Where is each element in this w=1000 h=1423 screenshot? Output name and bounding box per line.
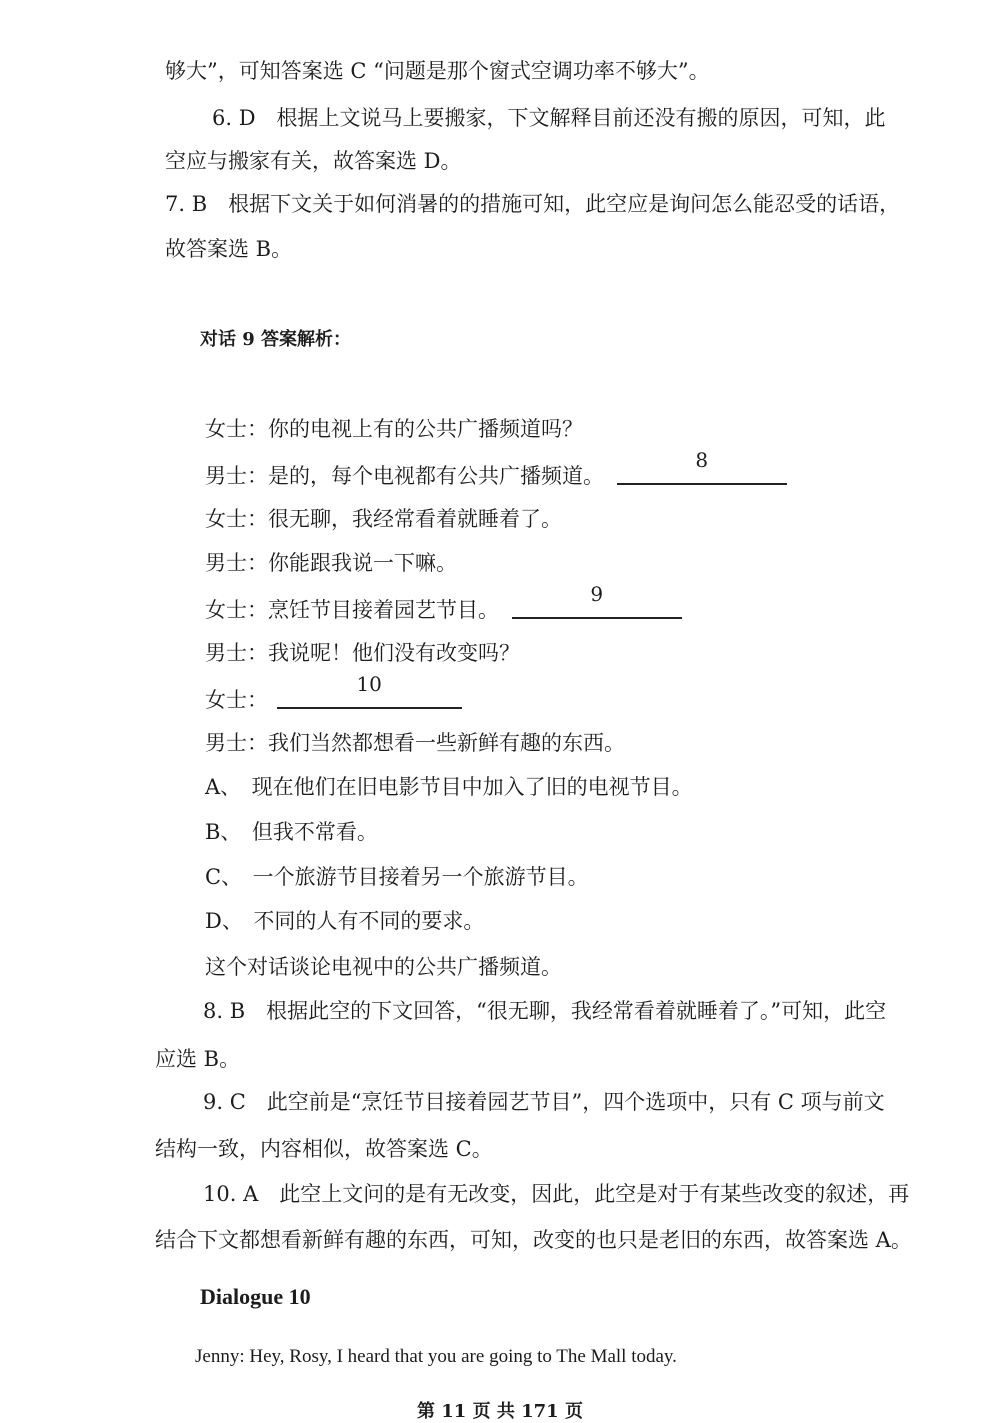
dialogue-10-title: Dialogue 10 [200, 1284, 311, 1309]
option-c: C、 一个旅游节目接着另一个旅游节目。 [205, 865, 589, 889]
answer-blank-9 [512, 582, 682, 617]
dialogue-text: 男士：我们当然都想看一些新鲜有趣的东西。 [205, 731, 625, 755]
option-a: A、 现在他们在旧电影节目中加入了旧的电视节目。 [205, 775, 693, 799]
answer-blank-8 [617, 448, 787, 483]
dialogue-text: 男士：我说呢！他们没有改变吗？ [205, 641, 520, 665]
dialogue-line [205, 548, 457, 578]
answer-10-line-1: 10. A 此空上文问的是有无改变，因此，此空是对于有某些改变的叙述，再 [203, 1182, 910, 1206]
blank-number: 9 [590, 582, 604, 606]
answer-10-line-2: 结合下文都想看新鲜有趣的东西，可知，改变的也只是老旧的东西，故答案选 A。 [155, 1228, 912, 1252]
answer-7-line-1: 7. B 根据下文关于如何消暑的的措施可知，此空应是询问怎么能忍受的话语， [165, 192, 901, 216]
section-heading: 对话 9 答案解析： [200, 329, 352, 350]
dialogue-line [205, 672, 462, 715]
dialogue-text: 男士：是的，每个电视都有公共广播频道。 [205, 464, 604, 488]
answer-6-line-2: 空应与搬家有关，故答案选 D。 [165, 149, 462, 173]
blank-number: 8 [695, 448, 709, 472]
dialogue-text: 女士：你的电视上有的公共广播频道吗？ [205, 417, 583, 441]
answer-8-line-1: 8. B 根据此空的下文回答，“很无聊，我经常看着就睡着了。”可知，此空 [203, 999, 887, 1023]
dialogue-line [205, 414, 583, 444]
dialogue-text: 男士：你能跟我说一下嘛。 [205, 551, 457, 575]
dialogue-10-line: Jenny: Hey, Rosy, I heard that you are going to The Mall today. [195, 1346, 677, 1367]
dialogue-topic: 这个对话谈论电视中的公共广播频道。 [205, 955, 562, 979]
answer-9-line-1: 9. C 此空前是“烹饪节目接着园艺节目”，四个选项中，只有 C 项与前文 [203, 1090, 885, 1114]
dialogue-text: 女士：烹饪节目接着园艺节目。 [205, 598, 499, 622]
dialogue-text: 女士： [205, 688, 268, 712]
blank-number: 10 [356, 672, 382, 696]
page-number: 第 11 页 共 171 页 [417, 1401, 583, 1422]
dialogue-line [205, 728, 625, 758]
option-d: D、 不同的人有不同的要求。 [205, 909, 485, 933]
answer-8-line-2: 应选 B。 [155, 1047, 241, 1071]
dialogue-line [205, 638, 520, 668]
dialogue-line [205, 582, 682, 625]
answer-6-line-1: 6. D 根据上文说马上要搬家，下文解释目前还没有搬的原因，可知，此 [212, 106, 886, 130]
dialogue-text: 女士：很无聊，我经常看着就睡着了。 [205, 507, 562, 531]
dialogue-line [205, 448, 787, 491]
option-b: B、 但我不常看。 [205, 820, 378, 844]
answer-blank-10 [277, 672, 462, 707]
answer-7-line-2: 故答案选 B。 [165, 237, 293, 261]
text-line: 够大”，可知答案选 C “问题是那个窗式空调功率不够大”。 [165, 59, 710, 83]
answer-9-line-2: 结构一致，内容相似，故答案选 C。 [155, 1137, 493, 1161]
dialogue-line [205, 504, 562, 534]
